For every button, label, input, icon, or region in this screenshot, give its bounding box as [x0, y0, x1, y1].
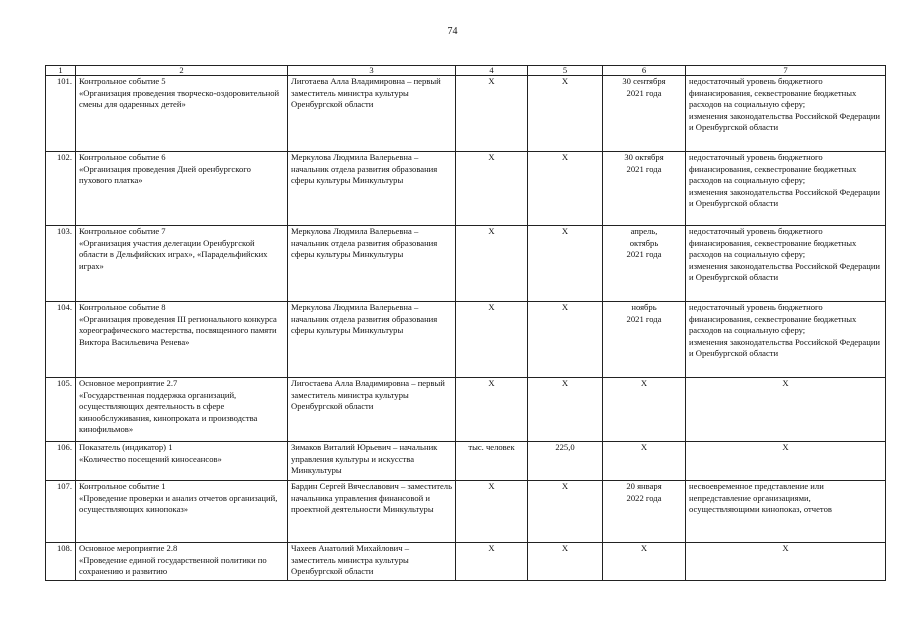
deadline-cell: 30 октября 2021 года — [603, 152, 686, 226]
column-header: 3 — [288, 66, 456, 76]
row-number: 108. — [46, 543, 76, 581]
risks-cell: недостаточный уровень бюджетного финансирования, секвестрование бюджетных расходов на социальную сферу; изменения законодательства Российской Федерации и Оренбургской области — [686, 76, 886, 152]
column-header: 7 — [686, 66, 886, 76]
row-number: 103. — [46, 226, 76, 302]
deadline-cell: 20 января 2022 года — [603, 481, 686, 543]
risks-cell: недостаточный уровень бюджетного финансирования, секвестрование бюджетных расходов на социальную сферу; изменения законодательства Российской Федерации и Оренбургской области — [686, 152, 886, 226]
event-cell: Контрольное событие 6 «Организация проведения Дней оренбургского пухового платка» — [76, 152, 288, 226]
value-cell: X — [528, 76, 603, 152]
unit-cell: X — [456, 226, 528, 302]
responsible-cell: Зимаков Виталий Юрьевич – начальник управления культуры и искусства Минкультуры — [288, 442, 456, 481]
event-cell: Контрольное событие 5 «Организация проведения творческо-оздоровительной смены для одаренных детей» — [76, 76, 288, 152]
risks-cell: X — [686, 378, 886, 442]
responsible-cell: Меркулова Людмила Валерьевна – начальник отдела развития образования сферы культуры Минкультуры — [288, 152, 456, 226]
event-cell: Контрольное событие 7 «Организация участия делегации Оренбургской области в Дельфийских играх», «Парадельфийских играх» — [76, 226, 288, 302]
column-header: 5 — [528, 66, 603, 76]
unit-cell: X — [456, 378, 528, 442]
responsible-cell: Чахеев Анатолий Михайлович – заместитель министра культуры Оренбургской области — [288, 543, 456, 581]
column-header: 6 — [603, 66, 686, 76]
responsible-cell: Лигостаева Алла Владимировна – первый заместитель министра культуры Оренбургской области — [288, 378, 456, 442]
value-cell: X — [528, 302, 603, 378]
page-number: 74 — [447, 26, 458, 37]
responsible-cell: Лиготаева Алла Владимировна – первый заместитель министра культуры Оренбургской области — [288, 76, 456, 152]
responsible-cell: Бардин Сергей Вячеславович – заместитель начальника управления финансовой и проектной деятельности Минкультуры — [288, 481, 456, 543]
table-row — [46, 152, 886, 226]
value-cell: X — [528, 481, 603, 543]
unit-cell: X — [456, 152, 528, 226]
event-cell: Контрольное событие 1 «Проведение проверки и анализ отчетов организаций, осуществляющих кинопоказ» — [76, 481, 288, 543]
value-cell: 225,0 — [528, 442, 603, 481]
deadline-cell: 30 сентября 2021 года — [603, 76, 686, 152]
header-row — [46, 66, 886, 76]
unit-cell: X — [456, 76, 528, 152]
risks-cell: X — [686, 442, 886, 481]
row-number: 105. — [46, 378, 76, 442]
column-header: 1 — [46, 66, 76, 76]
deadline-cell: ноябрь 2021 года — [603, 302, 686, 378]
responsible-cell: Меркулова Людмила Валерьевна – начальник отдела развития образования сферы культуры Минкультуры — [288, 226, 456, 302]
table-row — [46, 543, 886, 581]
risks-cell: недостаточный уровень бюджетного финансирования, секвестрование бюджетных расходов на социальную сферу; изменения законодательства Российской Федерации и Оренбургской области — [686, 302, 886, 378]
value-cell: X — [528, 152, 603, 226]
unit-cell: X — [456, 481, 528, 543]
value-cell: X — [528, 226, 603, 302]
table-row — [46, 76, 886, 152]
unit-cell: X — [456, 543, 528, 581]
unit-cell: тыс. человек — [456, 442, 528, 481]
row-number: 107. — [46, 481, 76, 543]
risks-cell: недостаточный уровень бюджетного финансирования, секвестрование бюджетных расходов на социальную сферу; изменения законодательства Российской Федерации и Оренбургской области — [686, 226, 886, 302]
responsible-cell: Меркулова Людмила Валерьевна – начальник отдела развития образования сферы культуры Минкультуры — [288, 302, 456, 378]
event-cell: Основное мероприятие 2.8 «Проведение единой государственной политики по сохранению и развитию — [76, 543, 288, 581]
row-number: 102. — [46, 152, 76, 226]
column-header: 4 — [456, 66, 528, 76]
deadline-cell: X — [603, 442, 686, 481]
deadline-cell: X — [603, 543, 686, 581]
event-cell: Контрольное событие 8 «Организация проведения III регионального конкурса хореографического мастерства, посвященного памяти Виктора Васильевича Ренева» — [76, 302, 288, 378]
deadline-cell: апрель, октябрь 2021 года — [603, 226, 686, 302]
table-row — [46, 378, 886, 442]
plan-table — [45, 65, 886, 581]
value-cell: X — [528, 543, 603, 581]
row-number: 106. — [46, 442, 76, 481]
risks-cell: X — [686, 543, 886, 581]
table-row — [46, 302, 886, 378]
risks-cell: несвоевременное представление или непредставление организациями, осуществляющими кинопоказ, отчетов — [686, 481, 886, 543]
table-row — [46, 481, 886, 543]
table-row — [46, 226, 886, 302]
row-number: 101. — [46, 76, 76, 152]
event-cell: Основное мероприятие 2.7 «Государственная поддержка организаций, осуществляющих деятельность в сфере кинообслуживания, кинопроката и производства кинофильмов» — [76, 378, 288, 442]
unit-cell: X — [456, 302, 528, 378]
row-number: 104. — [46, 302, 76, 378]
value-cell: X — [528, 378, 603, 442]
deadline-cell: X — [603, 378, 686, 442]
column-header: 2 — [76, 66, 288, 76]
table-row — [46, 442, 886, 481]
event-cell: Показатель (индикатор) 1 «Количество посещений киносеансов» — [76, 442, 288, 481]
